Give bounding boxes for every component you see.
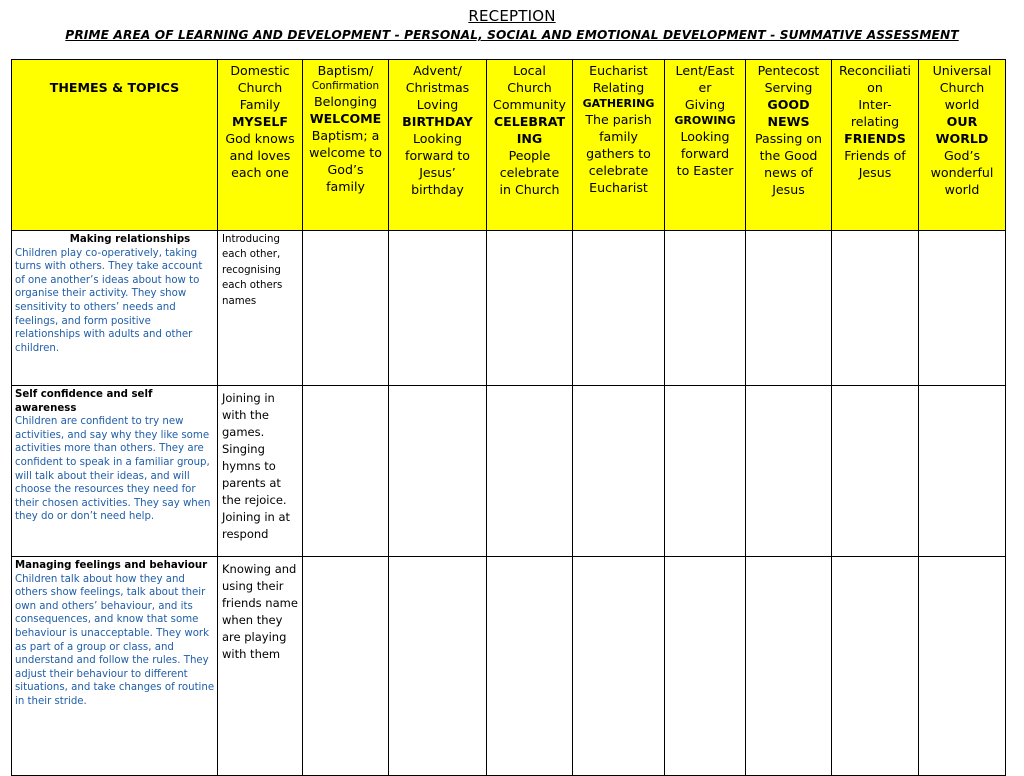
- table-row: [12, 386, 1006, 557]
- empty-cell[interactable]: [389, 386, 487, 557]
- topic-header-universal-church: Universal Church world OUR WORLD God’s wonderful world: [919, 60, 1006, 231]
- table-row: [12, 557, 1006, 776]
- empty-cell[interactable]: [746, 386, 832, 557]
- empty-cell[interactable]: [919, 386, 1006, 557]
- empty-cell[interactable]: [303, 557, 389, 776]
- empty-cell[interactable]: [303, 386, 389, 557]
- criteria-cell: [12, 386, 218, 557]
- row-description: Children play co-operatively, taking turns with others. They take account of one another’s ideas about how to organise their activity. They show sensitivity to others’ needs and feelings, and form positive relationships with adults and other children.: [15, 247, 203, 354]
- empty-cell[interactable]: [389, 231, 487, 386]
- topic-header-domestic-church: Domestic Church Family MYSELF God knows and loves each one: [218, 60, 303, 231]
- row-description: Children are confident to try new activities, and say why they like some activities more than others. They are confident to speak in a familiar group, will talk about their ideas, and will choose the resources they need for their chosen activities. They say when they do or don’t need help.: [15, 416, 211, 523]
- page-subtitle: PRIME AREA OF LEARNING AND DEVELOPMENT - PERSONAL, SOCIAL AND EMOTIONAL DEVELOPMENT - SUMMATIVE ASSESSMENT: [65, 28, 959, 42]
- empty-cell[interactable]: [919, 557, 1006, 776]
- row-heading: Self confidence and self awareness: [15, 389, 153, 414]
- empty-cell[interactable]: [389, 557, 487, 776]
- themes-topics-header: THEMES & TOPICS: [12, 60, 218, 231]
- empty-cell[interactable]: [746, 557, 832, 776]
- empty-cell[interactable]: [665, 557, 746, 776]
- empty-cell[interactable]: [665, 231, 746, 386]
- topic-header-reconciliation: Reconciliati on Inter- relating FRIENDS Friends of Jesus: [832, 60, 919, 231]
- page-title: RECEPTION: [468, 7, 556, 25]
- empty-cell[interactable]: [832, 386, 919, 557]
- topic-header-lent-easter: Lent/East er Giving GROWING Looking forward to Easter: [665, 60, 746, 231]
- entry-cell[interactable]: Introducing each other, recognising each others names: [218, 231, 303, 386]
- empty-cell[interactable]: [832, 231, 919, 386]
- row-heading: Managing feelings and behaviour: [15, 560, 208, 571]
- topic-header-advent: Advent/ Christmas Loving BIRTHDAY Looking forward to Jesus’ birthday: [389, 60, 487, 231]
- topic-header-pentecost: Pentecost Serving GOOD NEWS Passing on the Good news of Jesus: [746, 60, 832, 231]
- empty-cell[interactable]: [573, 231, 665, 386]
- empty-cell[interactable]: [665, 386, 746, 557]
- entry-cell[interactable]: Joining in with the games. Singing hymns to parents at the rejoice. Joining in at respond: [218, 386, 303, 557]
- row-heading: Making relationships: [69, 234, 191, 245]
- empty-cell[interactable]: [573, 386, 665, 557]
- empty-cell[interactable]: [746, 231, 832, 386]
- criteria-cell: [12, 231, 218, 386]
- topic-header-baptism: Baptism/ Confirmation Belonging WELCOME Baptism; a welcome to God’s family: [303, 60, 389, 231]
- topic-header-local-church: Local Church Community CELEBRAT ING People celebrate in Church: [487, 60, 573, 231]
- empty-cell[interactable]: [919, 231, 1006, 386]
- header-row: [12, 60, 1006, 231]
- empty-cell[interactable]: [573, 557, 665, 776]
- empty-cell[interactable]: [303, 231, 389, 386]
- criteria-cell: [12, 557, 218, 776]
- table-row: [12, 231, 1006, 386]
- empty-cell[interactable]: [832, 557, 919, 776]
- entry-cell[interactable]: Knowing and using their friends name when they are playing with them: [218, 557, 303, 776]
- assessment-table: [11, 59, 1006, 776]
- topic-header-eucharist: Eucharist Relating GATHERING The parish family gathers to celebrate Eucharist: [573, 60, 665, 231]
- empty-cell[interactable]: [487, 557, 573, 776]
- empty-cell[interactable]: [487, 231, 573, 386]
- row-description: Children talk about how they and others show feelings, talk about their own and others’ behaviour, and its consequences, and know that some behaviour is unacceptable. They work as part of a group or class, and understand and follow the rules. They adjust their behaviour to different situations, and take changes of routine in their stride.: [15, 573, 215, 707]
- empty-cell[interactable]: [487, 386, 573, 557]
